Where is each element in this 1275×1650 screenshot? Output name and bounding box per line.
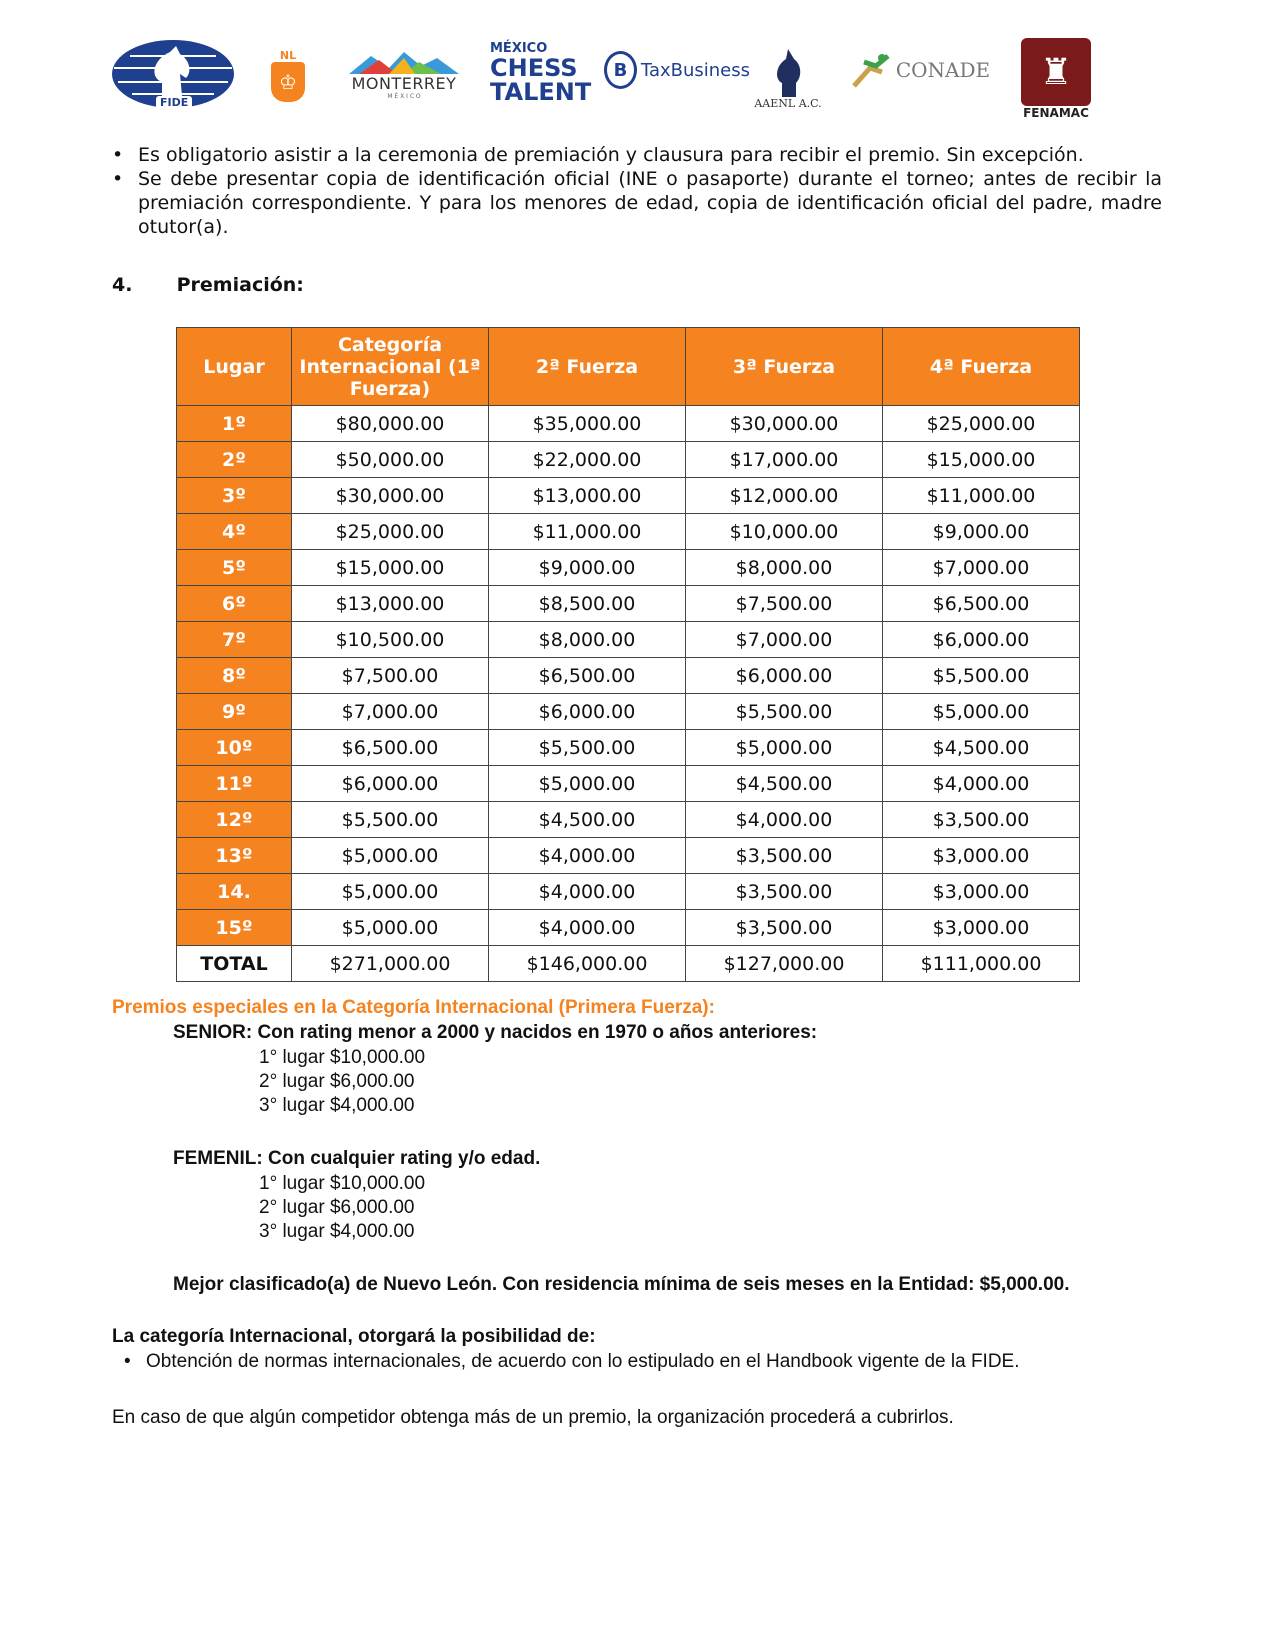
- prize-cell: $3,500.00: [883, 802, 1080, 838]
- bullet-dot: •: [112, 168, 124, 190]
- prize-cell: $4,500.00: [686, 766, 883, 802]
- prize-cell: $5,000.00: [292, 874, 489, 910]
- international-bullet-text: Obtención de normas internacionales, de acuerdo con lo estipulado en el Handbook vigente de la FIDE.: [146, 1351, 1020, 1372]
- prize-cell: $7,500.00: [292, 658, 489, 694]
- prize-cell: $13,000.00: [292, 586, 489, 622]
- fenamac-mark: ♜: [1021, 38, 1091, 106]
- section-number: 4.: [112, 274, 133, 296]
- prize-cell: $5,000.00: [489, 766, 686, 802]
- prize-cell: $3,000.00: [883, 910, 1080, 946]
- place-cell: 7º: [177, 622, 292, 658]
- monterrey-label: MONTERREY: [351, 74, 457, 93]
- taxbusiness-label: TaxBusiness: [640, 59, 750, 81]
- table-row: [177, 478, 1080, 514]
- total-cell: $271,000.00: [292, 946, 489, 982]
- table-row: [177, 730, 1080, 766]
- total-label: TOTAL: [177, 946, 292, 982]
- place-cell: 14.: [177, 874, 292, 910]
- table-row: [177, 550, 1080, 586]
- fenamac-logo: [1018, 36, 1094, 122]
- table-row: [177, 766, 1080, 802]
- prize-cell: $5,000.00: [883, 694, 1080, 730]
- table-row: [177, 406, 1080, 442]
- conade-logo: [848, 50, 994, 90]
- prize-cell: $7,000.00: [686, 622, 883, 658]
- bullet-text: Es obligatorio asistir a la ceremonia de premiación y clausura para recibir el premio. Sin excepción.: [138, 144, 1084, 166]
- prize-cell: $6,500.00: [292, 730, 489, 766]
- prize-cell: $5,000.00: [686, 730, 883, 766]
- table-row: [177, 910, 1080, 946]
- fenamac-label: FENAMAC: [1023, 106, 1089, 120]
- prize-cell: $7,000.00: [883, 550, 1080, 586]
- prize-cell: $15,000.00: [883, 442, 1080, 478]
- prize-cell: $8,500.00: [489, 586, 686, 622]
- column-header-lugar: Lugar: [177, 328, 292, 406]
- table-header-row: [177, 328, 1080, 406]
- prize-cell: $5,500.00: [292, 802, 489, 838]
- total-cell: $127,000.00: [686, 946, 883, 982]
- place-cell: 1º: [177, 406, 292, 442]
- prize-cell: $10,500.00: [292, 622, 489, 658]
- monterrey-logo: [345, 42, 463, 108]
- prize-cell: $5,500.00: [489, 730, 686, 766]
- bullet-item: [112, 167, 1162, 239]
- prize-cell: $4,000.00: [883, 766, 1080, 802]
- nl-best-prize: Mejor clasificado(a) de Nuevo León. Con residencia mínima de seis meses en la Entidad: $5,000.00.: [173, 1274, 1070, 1295]
- prize-cell: $30,000.00: [686, 406, 883, 442]
- table-row: [177, 694, 1080, 730]
- table-row: [177, 514, 1080, 550]
- prize-cell: $11,000.00: [489, 514, 686, 550]
- place-cell: 13º: [177, 838, 292, 874]
- prize-cell: $10,000.00: [686, 514, 883, 550]
- bullet-item: [112, 143, 1162, 167]
- prize-cell: $25,000.00: [883, 406, 1080, 442]
- chess-talent-line1: MÉXICO: [490, 41, 548, 56]
- prize-cell: $12,000.00: [686, 478, 883, 514]
- place-cell: 4º: [177, 514, 292, 550]
- aaenl-logo: [750, 42, 826, 114]
- table-row: [177, 658, 1080, 694]
- duplicate-prize-note: En caso de que algún competidor obtenga más de un premio, la organización procederá a cubrirlos.: [112, 1407, 954, 1428]
- prize-cell: $6,000.00: [292, 766, 489, 802]
- nl-label: NL: [279, 48, 297, 62]
- section-title: Premiación:: [176, 274, 304, 296]
- place-cell: 8º: [177, 658, 292, 694]
- prize-cell: $22,000.00: [489, 442, 686, 478]
- femenil-prize-1: 1° lugar $10,000.00: [259, 1173, 426, 1194]
- table-row: [177, 802, 1080, 838]
- prize-cell: $5,500.00: [883, 658, 1080, 694]
- prize-cell: $6,500.00: [489, 658, 686, 694]
- prize-cell: $13,000.00: [489, 478, 686, 514]
- prize-cell: $3,500.00: [686, 838, 883, 874]
- international-title: La categoría Internacional, otorgará la posibilidad de:: [112, 1326, 596, 1347]
- femenil-prize-3: 3° lugar $4,000.00: [259, 1221, 415, 1242]
- place-cell: 3º: [177, 478, 292, 514]
- prize-cell: $3,500.00: [686, 910, 883, 946]
- prize-cell: $7,500.00: [686, 586, 883, 622]
- prize-cell: $6,000.00: [489, 694, 686, 730]
- place-cell: 6º: [177, 586, 292, 622]
- prize-cell: $6,000.00: [883, 622, 1080, 658]
- prize-cell: $30,000.00: [292, 478, 489, 514]
- table-row: [177, 874, 1080, 910]
- place-cell: 15º: [177, 910, 292, 946]
- column-header: Categoría Internacional (1ª Fuerza): [292, 328, 489, 406]
- section-heading: [112, 274, 304, 296]
- chess-talent-logo: [490, 40, 594, 106]
- prize-cell: $5,000.00: [292, 838, 489, 874]
- senior-prize-1: 1° lugar $10,000.00: [259, 1047, 426, 1068]
- table-row: [177, 622, 1080, 658]
- senior-prize-2: 2° lugar $6,000.00: [259, 1071, 415, 1092]
- prize-cell: $8,000.00: [686, 550, 883, 586]
- place-cell: 2º: [177, 442, 292, 478]
- chess-talent-line2: CHESS: [490, 54, 578, 82]
- aaenl-label: AAENL A.C.: [754, 96, 822, 110]
- fide-label: FIDE: [156, 96, 192, 109]
- prize-cell: $4,000.00: [686, 802, 883, 838]
- prize-cell: $5,000.00: [292, 910, 489, 946]
- femenil-label: FEMENIL: Con cualquier rating y/o edad.: [173, 1148, 541, 1169]
- sponsor-logos: [110, 36, 1160, 128]
- place-cell: 11º: [177, 766, 292, 802]
- place-cell: 12º: [177, 802, 292, 838]
- prize-cell: $11,000.00: [883, 478, 1080, 514]
- prize-cell: $5,500.00: [686, 694, 883, 730]
- senior-label: SENIOR: Con rating menor a 2000 y nacidos en 1970 o años anteriores:: [173, 1022, 818, 1043]
- prize-cell: $4,500.00: [883, 730, 1080, 766]
- international-bullet: [124, 1350, 1084, 1374]
- total-cell: $111,000.00: [883, 946, 1080, 982]
- prize-cell: $9,000.00: [489, 550, 686, 586]
- prize-cell: $3,000.00: [883, 874, 1080, 910]
- prize-cell: $3,500.00: [686, 874, 883, 910]
- total-cell: $146,000.00: [489, 946, 686, 982]
- prize-cell: $35,000.00: [489, 406, 686, 442]
- bullet-text: Se debe presentar copia de identificación oficial (INE o pasaporte) durante el torneo; antes de recibir la premiación correspondiente. Y para los menores de edad, copia de identificación oficial del padre, madre otutor(a).: [138, 168, 1162, 238]
- prize-cell: $4,500.00: [489, 802, 686, 838]
- taxbusiness-logo: [604, 50, 750, 90]
- prize-cell: $7,000.00: [292, 694, 489, 730]
- senior-prize-3: 3° lugar $4,000.00: [259, 1095, 415, 1116]
- prize-cell: $15,000.00: [292, 550, 489, 586]
- place-cell: 5º: [177, 550, 292, 586]
- column-header: 2ª Fuerza: [489, 328, 686, 406]
- prize-cell: $6,000.00: [686, 658, 883, 694]
- fide-logo: [110, 38, 236, 110]
- table-row: [177, 442, 1080, 478]
- prize-cell: $8,000.00: [489, 622, 686, 658]
- special-prizes-title: Premios especiales en la Categoría Internacional (Primera Fuerza):: [112, 997, 715, 1018]
- column-header: 4ª Fuerza: [883, 328, 1080, 406]
- prize-cell: $9,000.00: [883, 514, 1080, 550]
- monterrey-sub: M É X I C O: [387, 93, 421, 100]
- femenil-prize-2: 2° lugar $6,000.00: [259, 1197, 415, 1218]
- prize-cell: $3,000.00: [883, 838, 1080, 874]
- prize-table: [176, 327, 1080, 982]
- prize-cell: $4,000.00: [489, 874, 686, 910]
- place-cell: 10º: [177, 730, 292, 766]
- taxbusiness-mark: B: [604, 51, 637, 89]
- prize-cell: $25,000.00: [292, 514, 489, 550]
- prize-cell: $50,000.00: [292, 442, 489, 478]
- table-total-row: [177, 946, 1080, 982]
- prize-cell: $80,000.00: [292, 406, 489, 442]
- conade-label: CONADE: [895, 58, 991, 82]
- prize-cell: $4,000.00: [489, 838, 686, 874]
- place-cell: 9º: [177, 694, 292, 730]
- chess-talent-line3: TALENT: [490, 78, 592, 106]
- column-header: 3ª Fuerza: [686, 328, 883, 406]
- table-row: [177, 586, 1080, 622]
- nl-logo: NL ♔: [268, 46, 308, 104]
- bullet-dot: •: [112, 144, 124, 166]
- prize-cell: $4,000.00: [489, 910, 686, 946]
- table-row: [177, 838, 1080, 874]
- prize-cell: $17,000.00: [686, 442, 883, 478]
- bullet-dot: •: [124, 1351, 131, 1372]
- prize-cell: $6,500.00: [883, 586, 1080, 622]
